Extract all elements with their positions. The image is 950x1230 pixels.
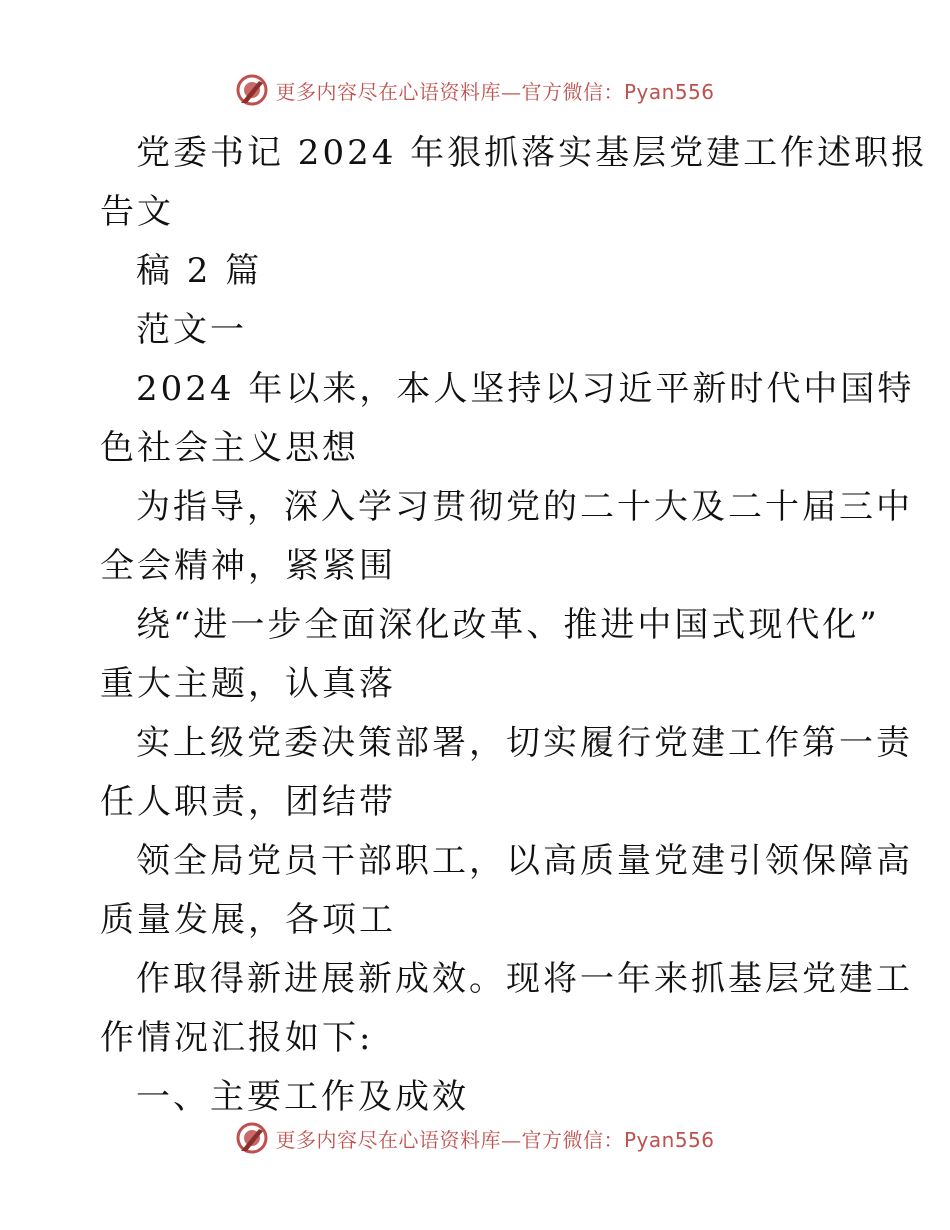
text-line: 质量发展，各项工 (100, 900, 396, 940)
document-body (100, 124, 929, 1127)
text-line: 作情况汇报如下: (100, 1018, 374, 1058)
watermark-label: 更多内容尽在心语资料库—官方微信： (275, 79, 624, 104)
watermark-handle: Pyan556 (623, 79, 715, 104)
watermark-text (275, 1124, 714, 1153)
text-line: 范文一 (136, 310, 247, 350)
text-line: 实上级党委决策部署，切实履行党建工作第一责 (136, 723, 913, 763)
quill-logo-icon (235, 1121, 269, 1155)
text-line: 任人职责，团结带 (100, 782, 396, 822)
text-line: 全会精神，紧紧围 (100, 546, 396, 586)
text-line: 色社会主义思想 (100, 428, 359, 468)
watermark-banner-bottom (0, 1118, 950, 1158)
watermark-handle: Pyan556 (623, 1127, 715, 1152)
text-line: 为指导，深入学习贯彻党的二十大及二十届三中 (136, 487, 913, 527)
watermark-label: 更多内容尽在心语资料库—官方微信： (275, 1127, 624, 1152)
text-line: 告文 (100, 192, 174, 232)
text-line: 稿 2 篇 (136, 251, 263, 291)
text-line: 领全局党员干部职工，以高质量党建引领保障高 (136, 841, 913, 881)
quill-logo-icon (235, 73, 269, 107)
text-line: 重大主题，认真落 (100, 664, 396, 704)
watermark-text (275, 76, 714, 105)
text-line: 2024 年以来，本人坚持以习近平新时代中国特 (136, 369, 915, 409)
text-line: 一、主要工作及成效 (136, 1077, 469, 1117)
watermark-banner-top (0, 70, 950, 110)
text-line: 绕“进一步全面深化改革、推进中国式现代化” (136, 605, 880, 645)
text-line: 党委书记 2024 年狠抓落实基层党建工作述职报 (136, 133, 929, 173)
text-line: 作取得新进展新成效。现将一年来抓基层党建工 (136, 959, 913, 999)
